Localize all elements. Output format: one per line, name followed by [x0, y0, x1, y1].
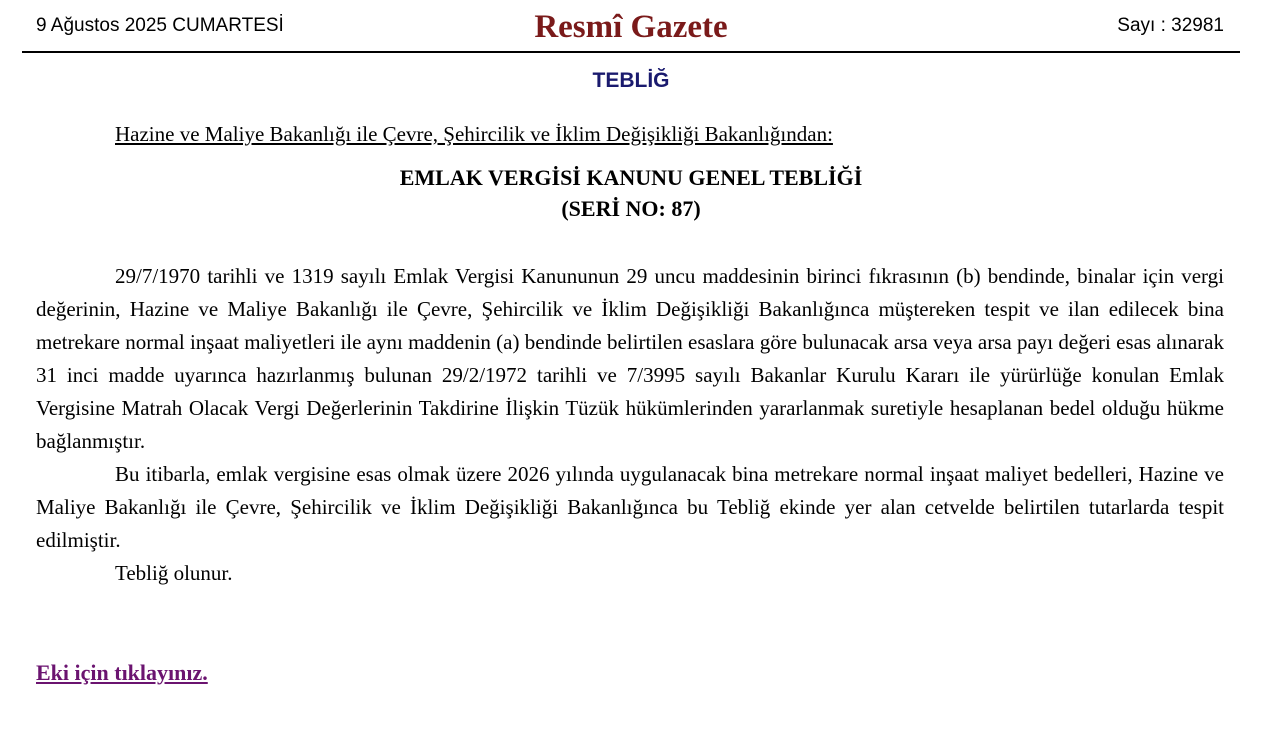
section-label: TEBLİĞ	[592, 69, 670, 92]
body-paragraph: 29/7/1970 tarihli ve 1319 sayılı Emlak Vergisi Kanununun 29 uncu maddesinin birinci fıkrasının (b) bendinde, binalar için vergi değerinin, Hazine ve Maliye Bakanlığı ile Çevre, Şehircilik ve İklim Değişikliği Bakanlığınca müştereken tespit ve ilan edilecek bina metrekare normal inşaat maliyetleri ile aynı maddenin (a) bendinde belirtilen esaslara göre bulunacak arsa veya arsa payı değeri esas alınarak 31 inci madde uyarınca hazırlanmış bulunan 29/2/1972 tarihli ve 7/3995 sayılı Bakanlar Kurulu Kararı ile yürürlüğe konulan Emlak Vergisine Matrah Olacak Vergi Değerlerinin Takdirine İlişkin Tüzük hükümlerinden yararlanmak suretiyle hesaplanan bedel olduğu hükme bağlanmıştır.	[36, 264, 1224, 453]
document-title	[0, 162, 1262, 224]
issue-number: Sayı : 32981	[1117, 15, 1224, 36]
attachment-link[interactable]: Eki için tıklayınız.	[36, 660, 208, 685]
document-body	[36, 260, 1224, 590]
gazette-title: Resmî Gazete	[534, 9, 728, 45]
document-title-line: EMLAK VERGİSİ KANUNU GENEL TEBLİĞİ	[399, 165, 863, 190]
closing-paragraph: Tebliğ olunur.	[115, 561, 233, 585]
issuing-authority: Hazine ve Maliye Bakanlığı ile Çevre, Şehircilik ve İklim Değişikliği Bakanlığından:	[115, 122, 833, 146]
publication-date: 9 Ağustos 2025 CUMARTESİ	[36, 15, 284, 36]
body-paragraph: Bu itibarla, emlak vergisine esas olmak üzere 2026 yılında uygulanacak bina metrekare normal inşaat maliyet bedelleri, Hazine ve Maliye Bakanlığı ile Çevre, Şehircilik ve İklim Değişikliği Bakanlığınca bu Tebliğ ekinde yer alan cetvelde belirtilen tutarlarda tespit edilmiştir.	[36, 462, 1224, 552]
document-series-number: (SERİ NO: 87)	[561, 196, 701, 221]
masthead	[22, 0, 1240, 53]
